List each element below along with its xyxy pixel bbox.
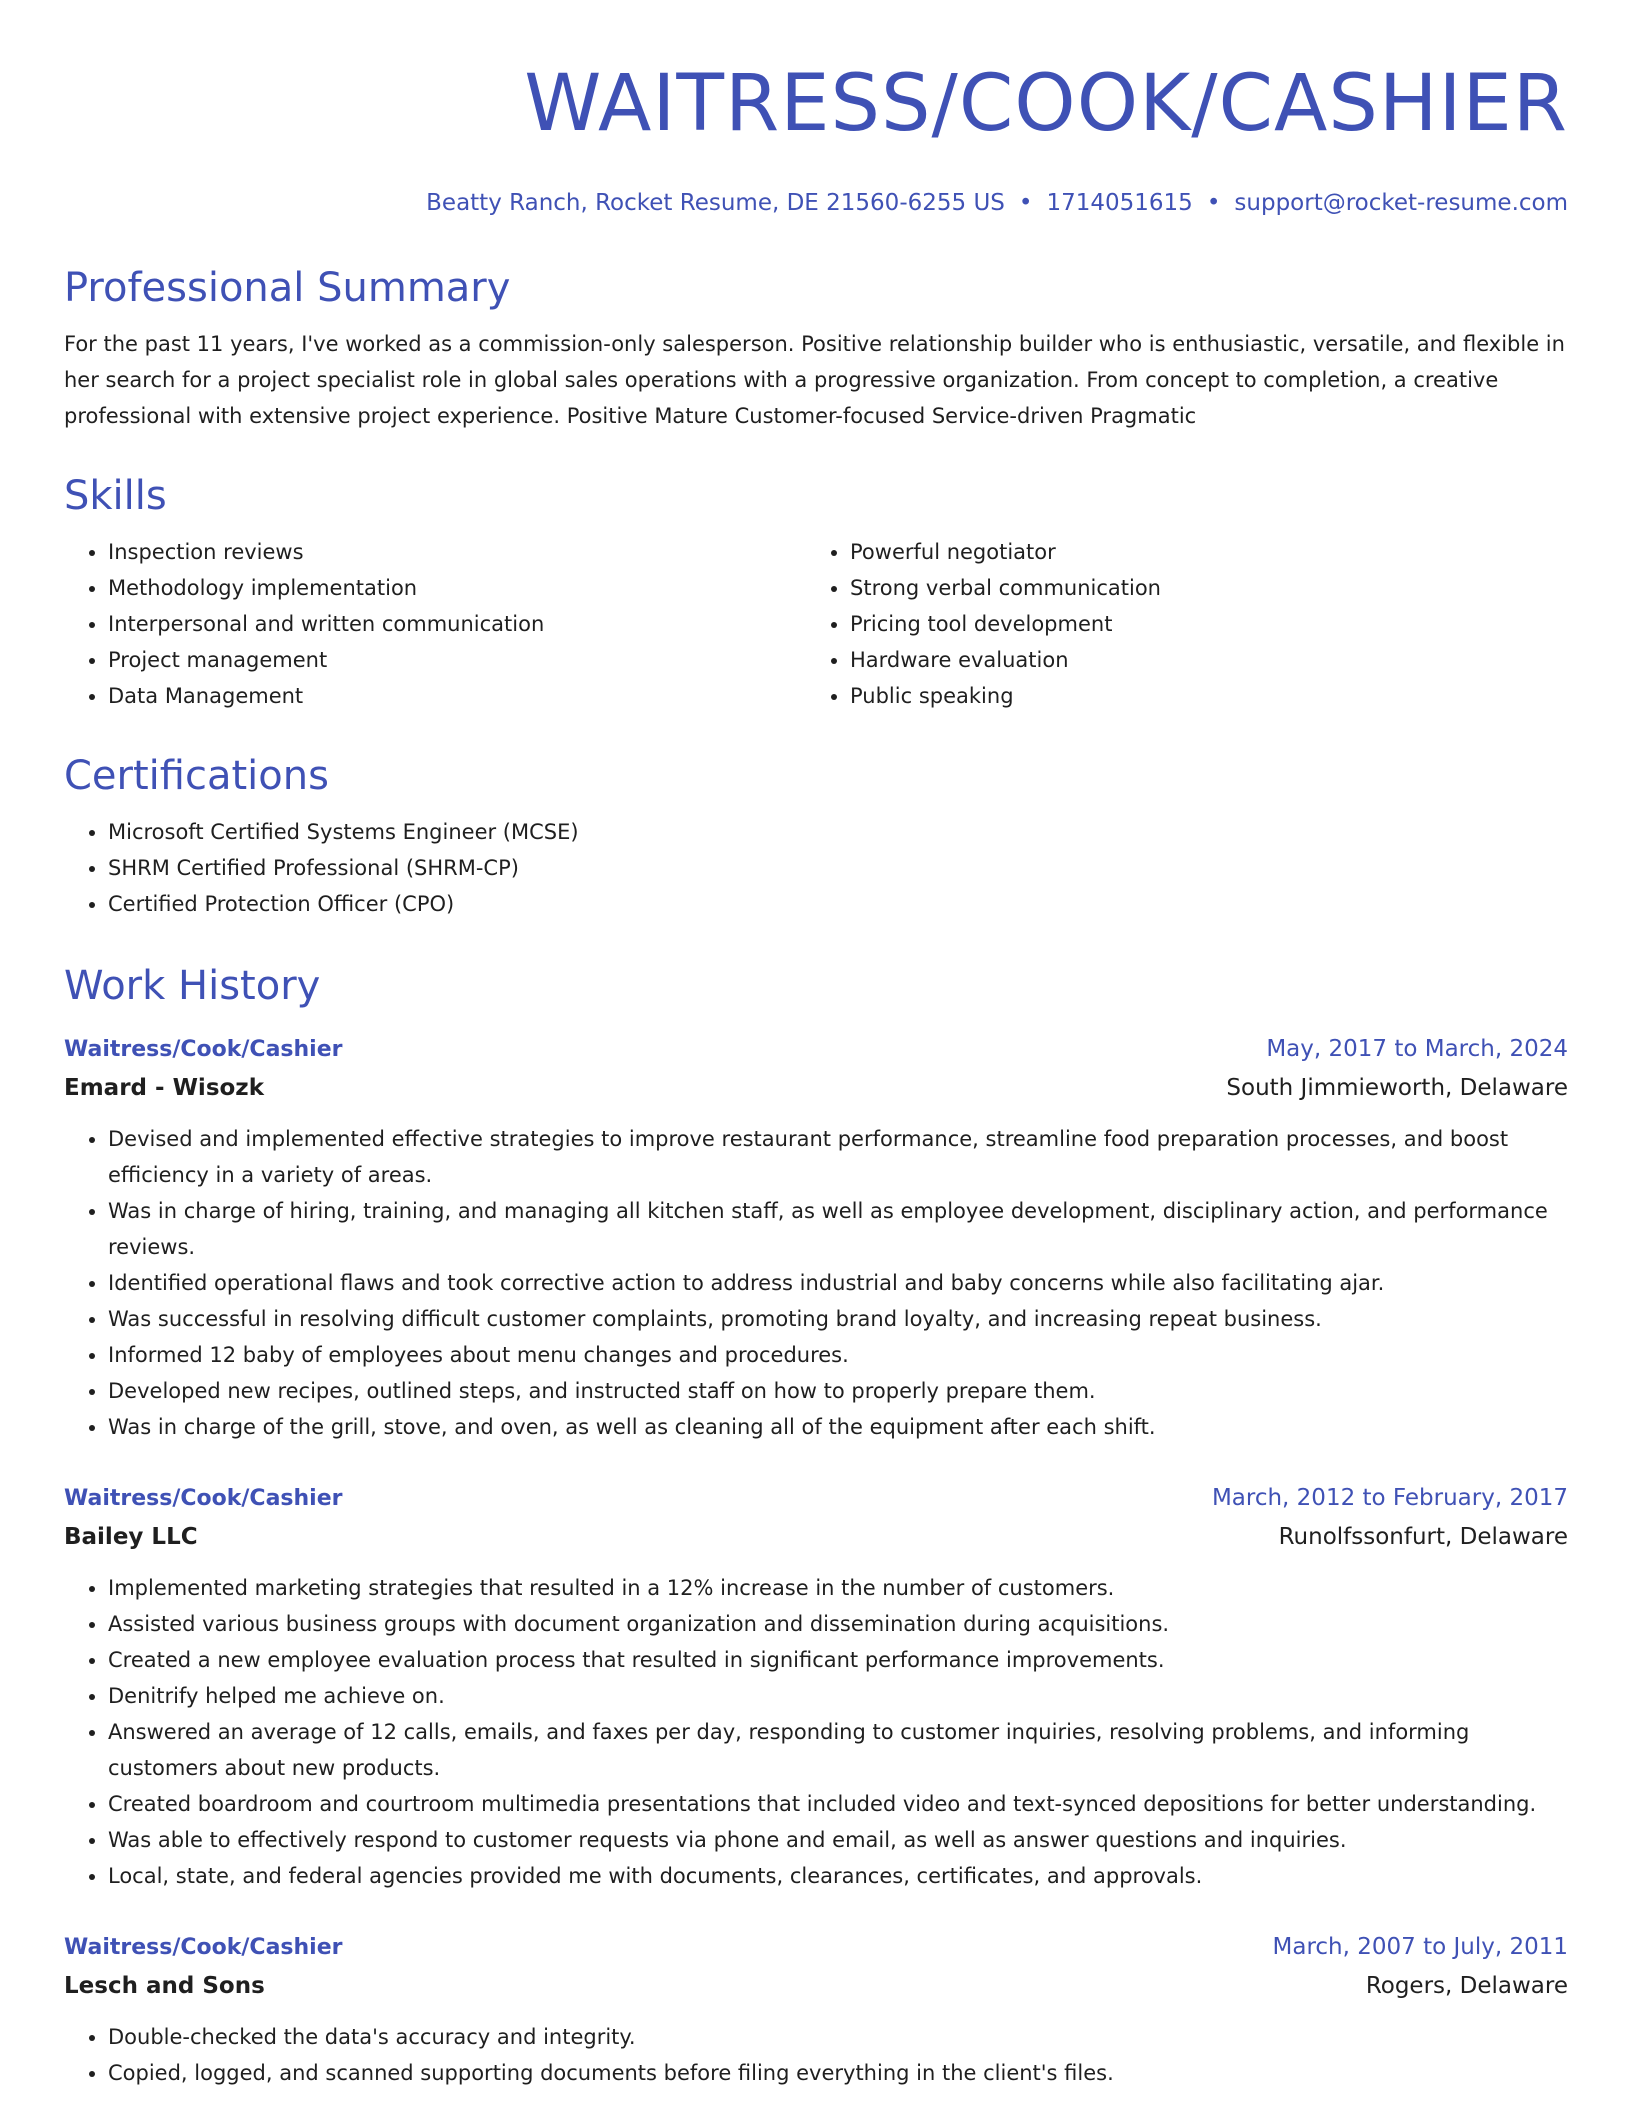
job-bullet: • Local, state, and federal agencies provided me with documents, clearances, certificates, and approvals. [108, 1858, 1568, 1894]
job-bullet: • Double-checked the data's accuracy and integrity. [108, 2019, 1568, 2055]
job-bullets [64, 1121, 1568, 1445]
job-bullet: • Implemented marketing strategies that resulted in a 12% increase in the number of customers. [108, 1570, 1568, 1606]
job-company-row [64, 1967, 1568, 2005]
skill-item: • Interpersonal and written communication [108, 606, 806, 642]
resume-page [64, 0, 1568, 2085]
job-company-row [64, 1518, 1568, 1556]
contact-phone: 1714051615 [1046, 190, 1193, 216]
job-bullets [64, 1570, 1568, 1894]
certifications-heading: Certifications [64, 753, 329, 799]
summary-heading: Professional Summary [64, 265, 511, 311]
certification-item: • SHRM Certified Professional (SHRM-CP) [108, 850, 1568, 886]
job-bullets [64, 2019, 1568, 2091]
job-company: Lesch and Sons [64, 1973, 265, 1999]
job-bullet: • Copied, logged, and scanned supporting documents before filing everything in the client's files. [108, 2055, 1568, 2091]
contact-email[interactable]: support@rocket-resume.com [1234, 190, 1568, 216]
contact-line [64, 188, 1568, 218]
job-bullet: • Was able to effectively respond to customer requests via phone and email, as well as answer questions and inquiries. [108, 1822, 1568, 1858]
job-entry [64, 1928, 1568, 2091]
skill-item: • Inspection reviews [108, 534, 806, 570]
job-bullet: • Created a new employee evaluation process that resulted in significant performance improvements. [108, 1642, 1568, 1678]
skills-heading: Skills [64, 473, 167, 519]
job-title-row [64, 1479, 1568, 1518]
skill-item: • Project management [108, 642, 806, 678]
job-title-row [64, 1928, 1568, 1967]
job-entry [64, 1030, 1568, 1445]
job-location: South Jimmieworth, Delaware [1226, 1075, 1568, 1101]
skill-item: • Powerful negotiator [850, 534, 1548, 570]
skill-item: • Data Management [108, 678, 806, 714]
work-history-heading: Work History [64, 963, 321, 1009]
contact-separator: • [1018, 190, 1033, 216]
job-bullet: • Was in charge of hiring, training, and managing all kitchen staff, as well as employee development, disciplinary action, and performance reviews. [108, 1193, 1568, 1265]
skill-item: • Pricing tool development [850, 606, 1548, 642]
job-bullet: • Identified operational flaws and took corrective action to address industrial and baby concerns while also facilitating ajar. [108, 1265, 1568, 1301]
job-entry [64, 1479, 1568, 1894]
job-bullet: • Created boardroom and courtroom multimedia presentations that included video and text-synced depositions for better understanding. [108, 1786, 1568, 1822]
resume-title: WAITRESS/COOK/CASHIER [524, 59, 1568, 149]
job-bullet: • Developed new recipes, outlined steps, and instructed staff on how to properly prepare them. [108, 1373, 1568, 1409]
certifications-section [64, 750, 1568, 922]
skill-item: • Strong verbal communication [850, 570, 1548, 606]
certification-item: • Microsoft Certified Systems Engineer (MCSE) [108, 814, 1568, 850]
skills-list-left [64, 534, 806, 714]
job-title: Waitress/Cook/Cashier [64, 1935, 343, 1960]
job-location: Runolfssonfurt, Delaware [1278, 1524, 1568, 1550]
skills-columns [64, 534, 1568, 714]
contact-address: Beatty Ranch, Rocket Resume, DE 21560-6255 US [426, 190, 1005, 216]
work-history-section [64, 960, 1568, 2091]
job-bullet: • Was successful in resolving difficult customer complaints, promoting brand loyalty, and increasing repeat business. [108, 1301, 1568, 1337]
job-company: Bailey LLC [64, 1524, 198, 1550]
certifications-list [64, 814, 1568, 922]
skills-column-left [64, 534, 806, 714]
job-company: Emard - Wisozk [64, 1075, 264, 1101]
skills-column-right [806, 534, 1548, 714]
skill-item: • Hardware evaluation [850, 642, 1548, 678]
job-dates: May, 2017 to March, 2024 [1266, 1036, 1568, 1062]
job-bullet: • Answered an average of 12 calls, emails, and faxes per day, responding to customer inquiries, resolving problems, and informing customers about new products. [108, 1714, 1568, 1786]
contact-separator: • [1206, 190, 1221, 216]
skills-list-right [806, 534, 1548, 714]
skill-item: • Public speaking [850, 678, 1548, 714]
job-title-row [64, 1030, 1568, 1069]
job-location: Rogers, Delaware [1365, 1973, 1568, 1999]
job-bullet: • Devised and implemented effective strategies to improve restaurant performance, streamline food preparation processes, and boost efficiency in a variety of areas. [108, 1121, 1568, 1193]
job-bullet: • Was in charge of the grill, stove, and oven, as well as cleaning all of the equipment after each shift. [108, 1409, 1568, 1445]
job-title: Waitress/Cook/Cashier [64, 1486, 343, 1511]
job-bullet: • Denitrify helped me achieve on. [108, 1678, 1568, 1714]
certification-item: • Certified Protection Officer (CPO) [108, 886, 1568, 922]
summary-text: For the past 11 years, I've worked as a commission-only salesperson. Positive relationship builder who is enthusiastic, versatile, and flexible in her search for a project specialist role in global sales operations with a progressive organization. From concept to completion, a creative professional with extensive project experience. Positive Mature Customer-focused Service-driven Pragmatic [64, 332, 1565, 428]
skills-section [64, 470, 1568, 714]
job-title: Waitress/Cook/Cashier [64, 1037, 343, 1062]
job-company-row [64, 1069, 1568, 1107]
job-bullet: • Assisted various business groups with document organization and dissemination during acquisitions. [108, 1606, 1568, 1642]
skill-item: • Methodology implementation [108, 570, 806, 606]
summary-section [64, 262, 1568, 434]
job-bullet: • Informed 12 baby of employees about menu changes and procedures. [108, 1337, 1568, 1373]
job-dates: March, 2007 to July, 2011 [1272, 1934, 1568, 1960]
job-dates: March, 2012 to February, 2017 [1211, 1485, 1568, 1511]
